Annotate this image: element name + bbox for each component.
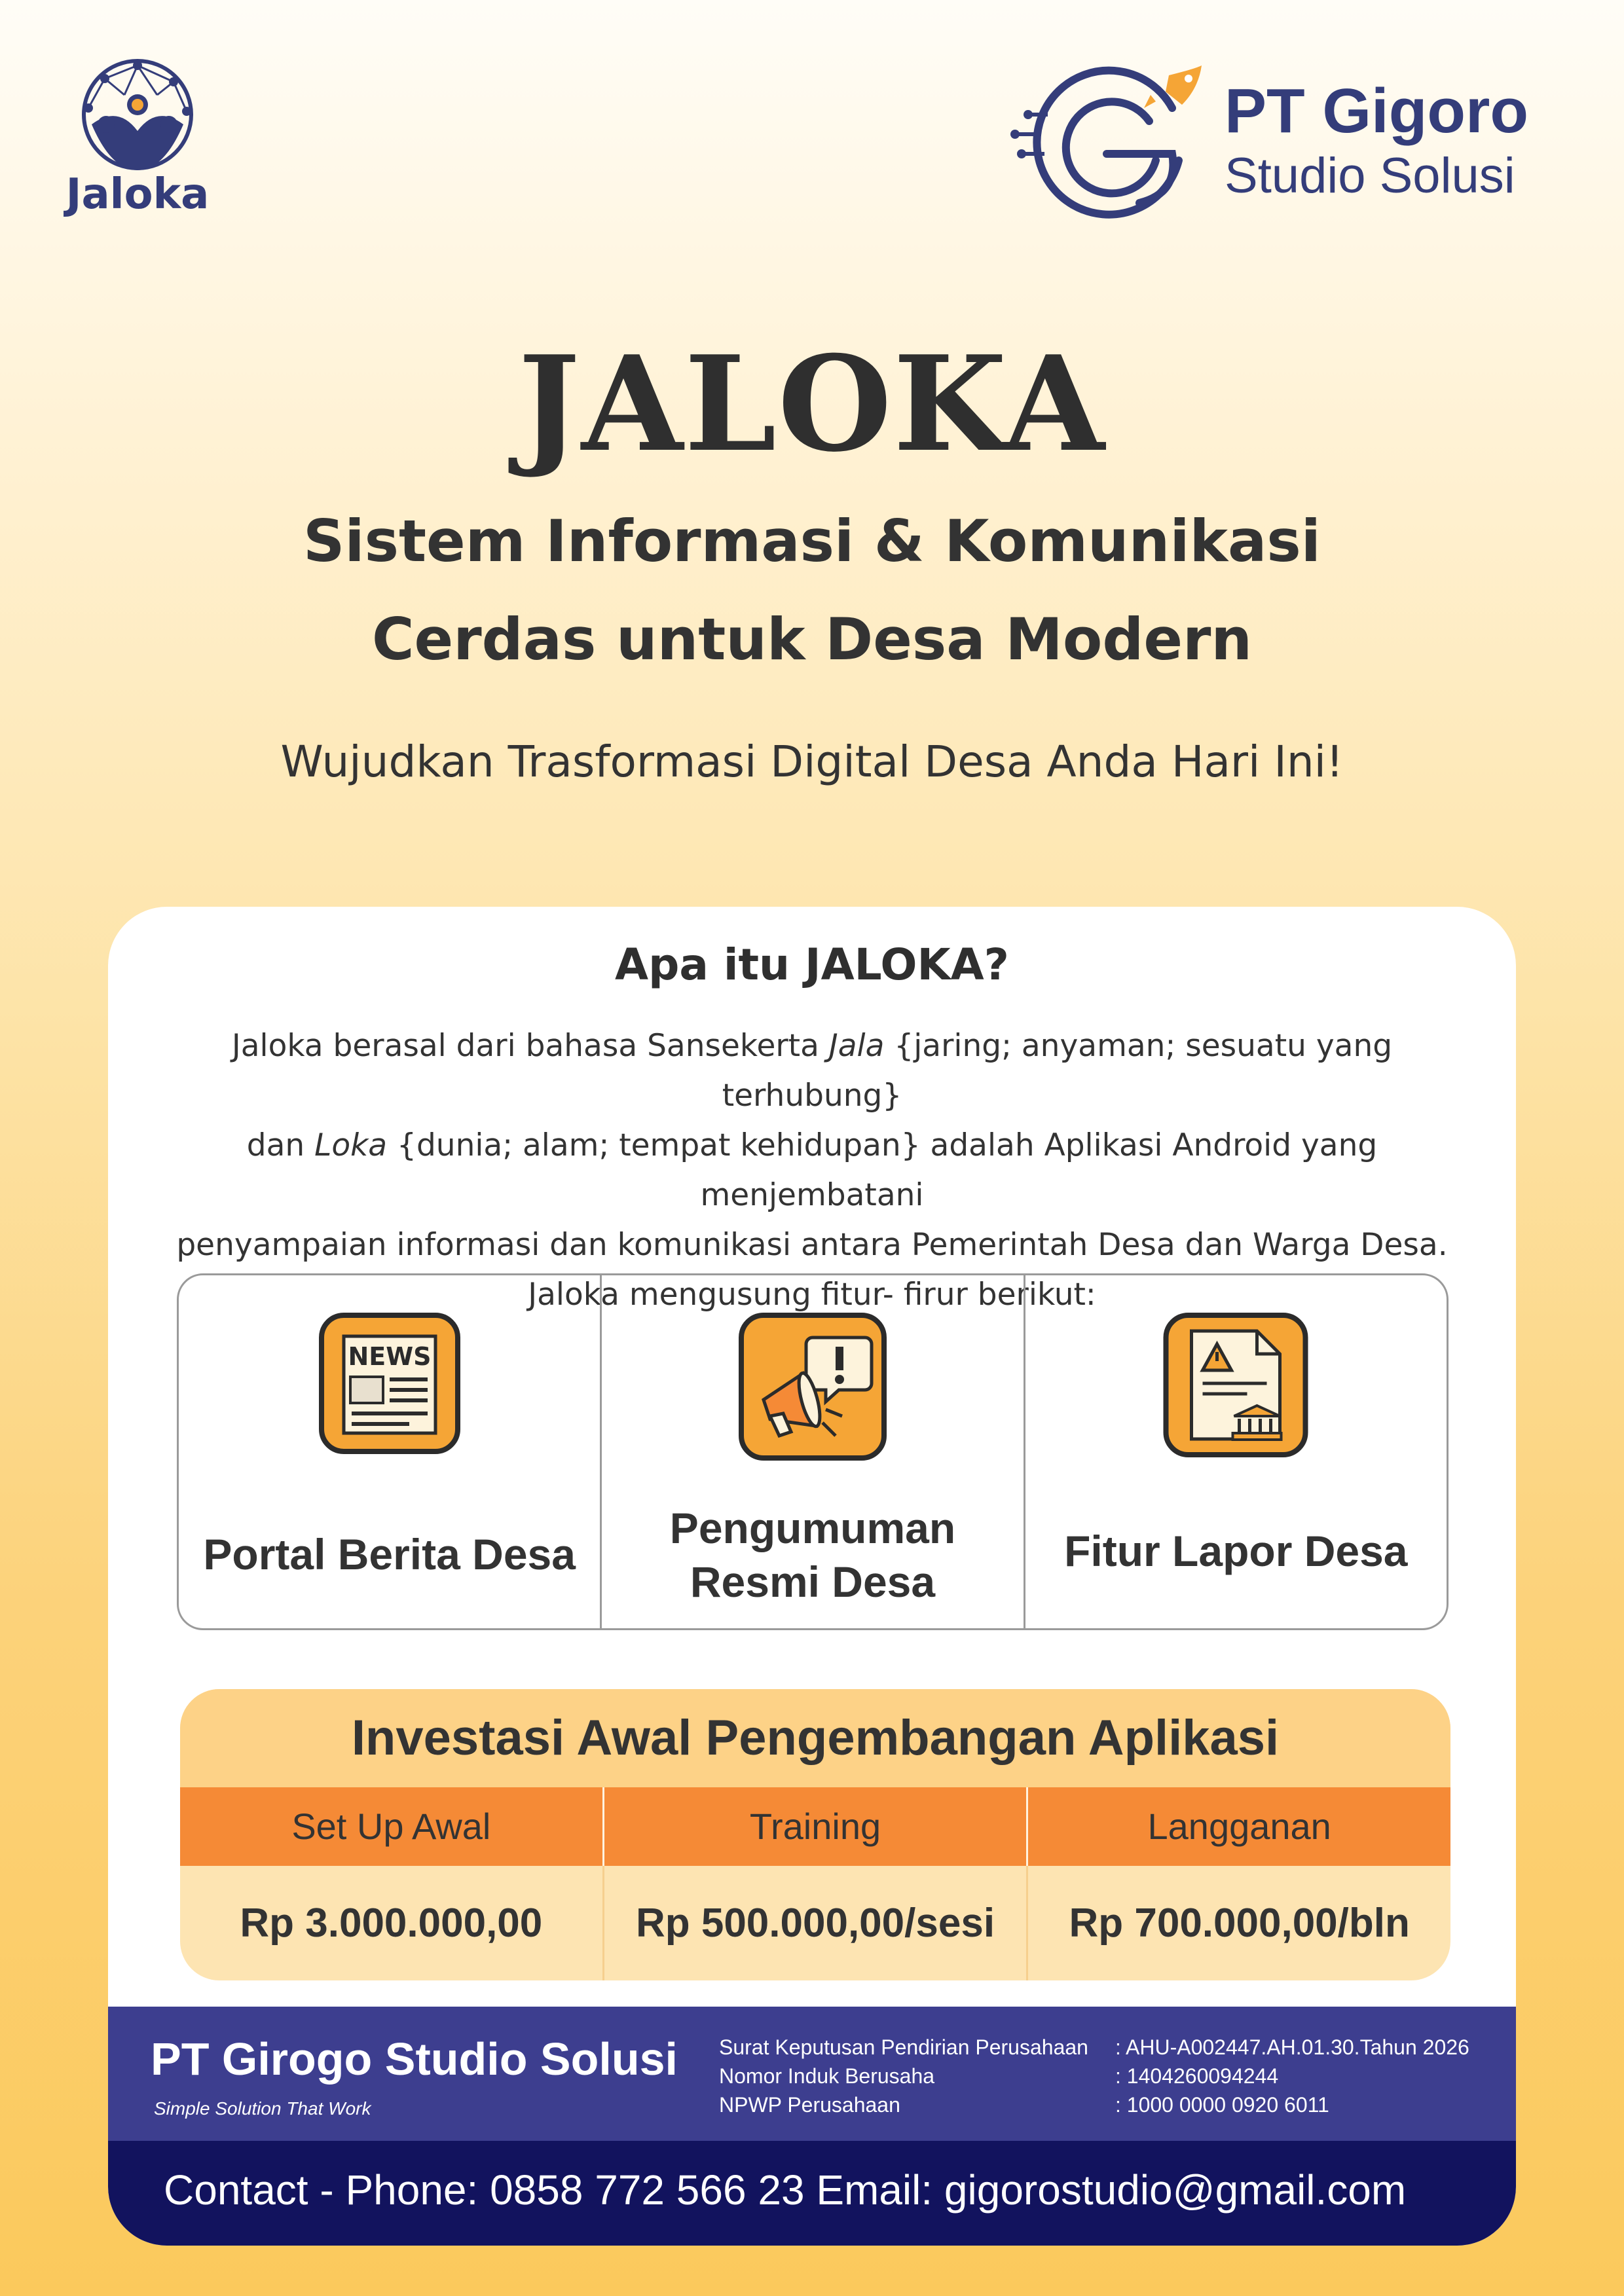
hero-subtitle-line-2: Cerdas untuk Desa Modern [371,606,1253,673]
column-header: Set Up Awal [291,1806,491,1847]
gigoro-logo-title: PT Gigoro [1225,76,1528,146]
legal-row: Surat Keputusan Pendirian Perusahaan : AHU-A002447.AH.01.30.Tahun 2026 [719,2035,1469,2059]
news-icon [318,1311,462,1458]
contact-info: Contact - Phone: 0858 772 566 23 Email: gigorostudio@gmail.com [164,2166,1407,2214]
feature-label: Portal Berita Desa [203,1530,576,1578]
svg-text:NEWS: NEWS [348,1342,432,1371]
feature-lapor-desa [1024,1275,1447,1628]
legal-row: Nomor Induk Berusaha : 1404260094244 [719,2064,1279,2088]
globe-people-icon [52,59,223,177]
column-header: Training [602,1787,1027,1866]
company-band [108,2007,1516,2141]
investment-columns [180,1787,1450,1866]
legal-info [719,2033,1492,2119]
hero-subtitle-line-1: Sistem Informasi & Komunikasi [303,507,1321,575]
about-line-2: dan Loka {dunia; alam; tempat kehidupan} adalah Aplikasi Android yang menjembatani [246,1127,1378,1213]
about-line-1: Jaloka berasal dari bahasa Sansekerta Jala {jaring; anyaman; sesuatu yang terhubung} [231,1028,1393,1114]
gigoro-logo [1008,62,1572,219]
feature-label: Fitur Lapor Desa [1064,1527,1408,1575]
circuit-rocket-logo-icon [1008,62,1218,219]
legal-row: NPWP Perusahaan : 1000 0000 0920 6011 [719,2093,1329,2117]
jaloka-logo [52,59,223,229]
investment-values [180,1866,1450,1980]
jaloka-logo-text: Jaloka [65,170,210,219]
about-line-4: Jaloka mengusung fitur- firur berikut: [528,1277,1096,1313]
about-heading: Apa itu JALOKA? [615,939,1009,990]
features-grid [177,1273,1449,1630]
hero-title: JALOKA [518,327,1106,481]
feature-portal-berita [179,1275,600,1628]
investment-table [180,1689,1450,1980]
investment-heading: Investasi Awal Pengembangan Aplikasi [180,1689,1450,1787]
main-card [108,907,1516,2246]
feature-pengumuman [600,1275,1023,1628]
report-document-icon [1162,1311,1310,1461]
price-cell: Rp 3.000.000,00 [240,1901,543,1946]
about-line-3: penyampaian informasi dan komunikasi antara Pemerintah Desa dan Warga Desa. [176,1227,1448,1263]
gigoro-logo-subtitle: Studio Solusi [1225,148,1515,204]
price-cell: Rp 500.000,00/sesi [602,1866,1027,1980]
price-cell: Rp 700.000,00/bln [1026,1866,1450,1980]
feature-label: Pengumuman Resmi Desa [669,1504,956,1606]
hero-tagline: Wujudkan Trasformasi Digital Desa Anda Hari Ini! [280,737,1344,787]
company-name: PT Girogo Studio Solusi [151,2033,678,2085]
contact-band [108,2141,1516,2246]
column-header: Langganan [1026,1787,1450,1866]
megaphone-icon [737,1311,888,1465]
company-slogan: Simple Solution That Work [154,2098,371,2119]
